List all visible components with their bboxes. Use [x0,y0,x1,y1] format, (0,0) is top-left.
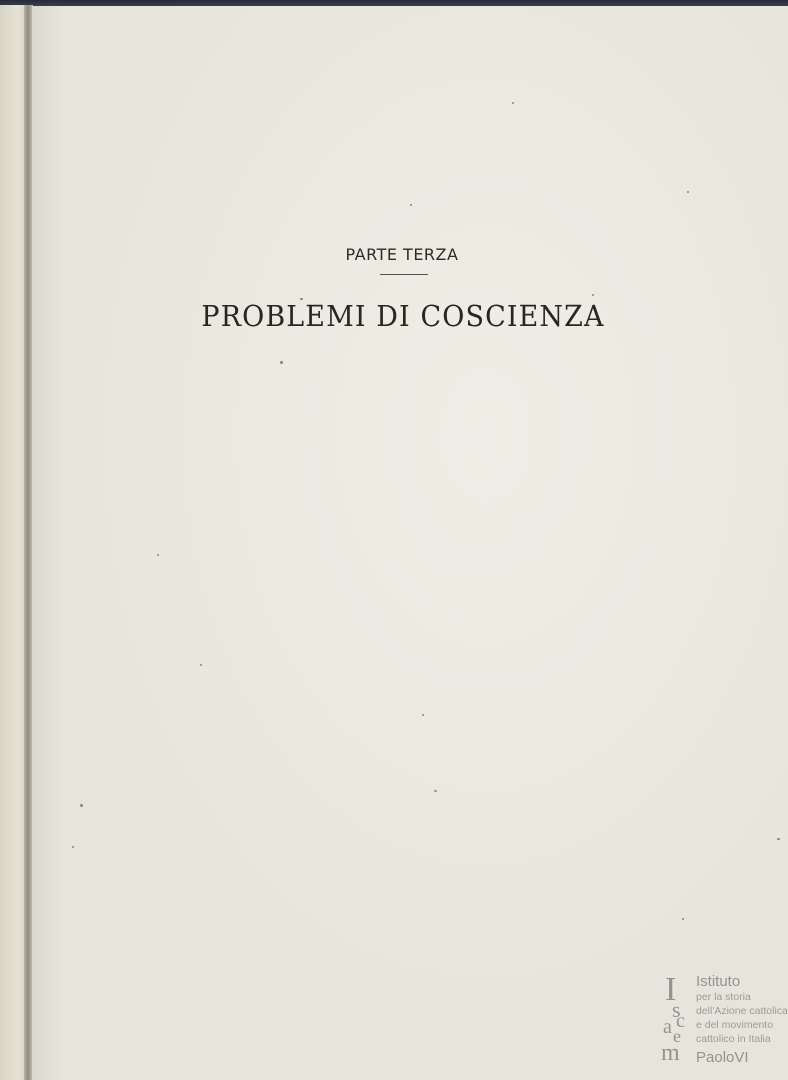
paper-speck [434,790,437,792]
paper-speck [200,664,202,666]
logo-monogram [661,971,693,1067]
logo-letter: c [676,1010,685,1032]
logo-letter: I [665,971,677,1008]
paper-speck [687,191,689,193]
page-sheet [32,6,788,1080]
logo-patron-name: PaoloVI [696,1049,749,1066]
logo-text-line: per la storia [696,991,751,1003]
paper-speck [280,361,283,364]
title-rule [380,274,428,275]
paper-speck [422,714,424,716]
paper-speck [410,204,412,206]
logo-letter: m [661,1040,680,1066]
logo-letter: e [673,1026,681,1046]
logo-text-line: dell'Azione cattolica [696,1005,788,1017]
paper-speck [80,804,83,807]
paper-speck [512,102,514,104]
logo-letter: s [672,997,681,1022]
main-title: PROBLEMI DI COSCIENZA [201,299,605,333]
paper-speck [777,838,780,840]
archive-watermark-logo [661,971,788,1067]
paper-speck [72,846,74,848]
paper-speck [157,554,159,556]
paper-speck [592,294,594,296]
part-label: PARTE TERZA [345,245,459,264]
logo-text-line: e del movimento [696,1019,774,1031]
logo-institute-name: Istituto [696,973,741,990]
logo-letter: a [663,1016,672,1038]
logo-text-line: cattolico in Italia [696,1033,771,1045]
paper-speck [682,918,684,920]
